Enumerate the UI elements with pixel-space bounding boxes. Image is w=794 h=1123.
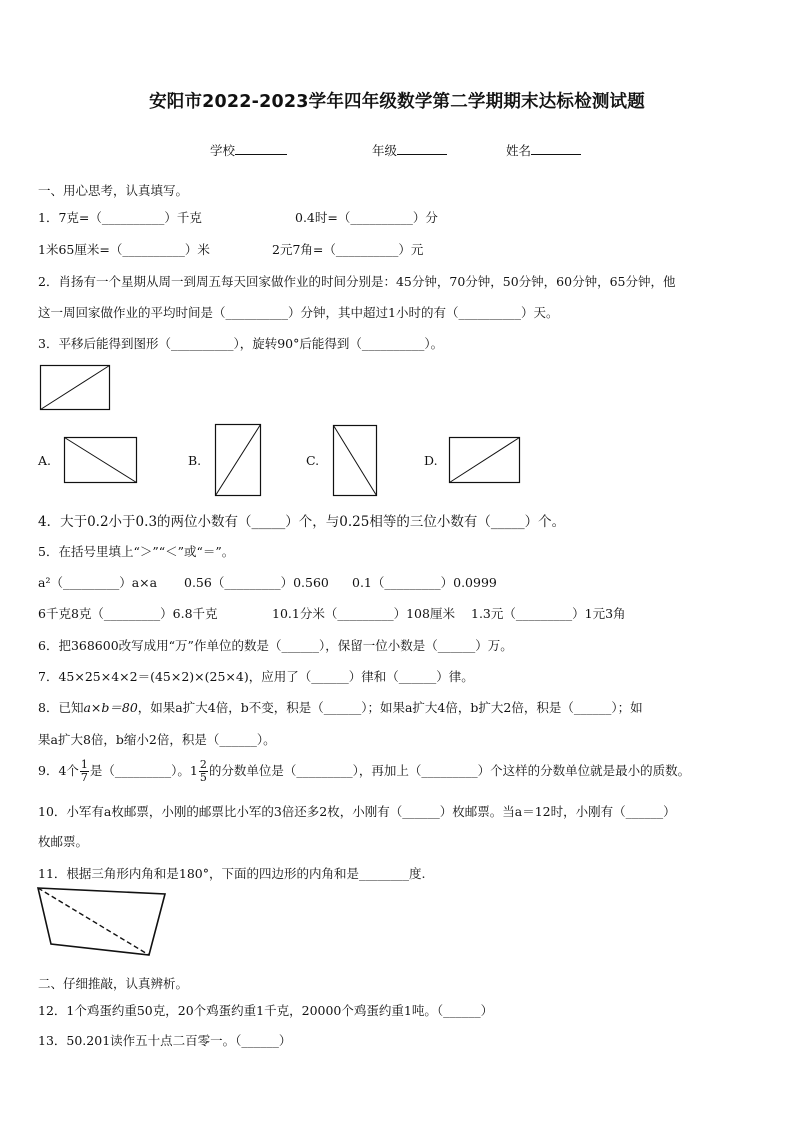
q2-line2: 这一周回家做作业的平均时间是（__________）分钟，其中超过1小时的有（__________）天。 [38,305,559,320]
section-1-heading: 一、用心思考，认真填写。 [38,183,189,198]
school-blank[interactable] [235,142,287,155]
q10-line1: 10．小军有a枚邮票，小刚的邮票比小军的3倍还多2枚，小刚有（______）枚邮票。当a＝12时，小刚有（______） [38,804,676,819]
name-label: 姓名 [506,143,532,158]
q3-option-b-label: B. [188,453,202,468]
q3-option-b-figure[interactable] [215,424,263,498]
q12: 12．1个鸡蛋约重50克，20个鸡蛋约重1千克，20000个鸡蛋约重1吨。（______） [38,1003,494,1018]
name-field[interactable] [506,141,581,159]
q9-part2: 是（_________）。1 [89,763,198,778]
q8-line2: 果a扩大8倍，b缩小2倍，积是（______）。 [38,732,276,747]
q11: 11．根据三角形内角和是180°，下面的四边形的内角和是________度. [38,866,426,881]
q3-option-c-label: C. [306,453,320,468]
q5-r2a: 6千克8克（_________）6.8千克 [38,606,218,621]
q11-quadrilateral-figure [36,886,168,958]
q1-d: 2元7角=（__________）元 [272,242,424,257]
q5-r2c: 1.3元（_________）1元3角 [471,606,626,621]
q3-text: 3．平移后能得到图形（__________），旋转90°后能得到（__________）。 [38,336,444,351]
school-field[interactable] [210,141,287,159]
q5-r1b: 0.56（_________）0.560 [184,575,329,590]
q3-option-a-figure[interactable] [64,437,139,485]
q1-a: 1．7克=（__________）千克 [38,210,202,225]
q5-r1c: 0.1（_________）0.0999 [352,575,497,590]
q9-fraction-1-numerator: 1 [80,758,88,771]
grade-blank[interactable] [397,142,447,155]
q10-line2: 枚邮票。 [38,834,89,849]
q1-b: 0.4时=（__________）分 [295,210,438,225]
q9-part3: 的分数单位是（_________），再加上（_________）个这样的分数单位就是最小的质数。 [208,763,691,778]
q6: 6．把368600改写成用“万”作单位的数是（______），保留一位小数是（______）万。 [38,638,513,653]
q3-reference-figure [40,365,112,411]
q3-option-d-figure[interactable] [449,437,522,485]
q9-part1: 9．4个 [38,763,79,778]
q1-c: 1米65厘米=（__________）米 [38,242,210,257]
section-2-heading: 二、仔细推敲，认真辨析。 [38,976,189,991]
page-title: 安阳市2022-2023学年四年级数学第二学期期末达标检测试题 [149,92,645,112]
q9-fraction-2 [199,759,208,784]
q5-r2b: 10.1分米（_________）108厘米 [272,606,455,621]
q3-option-a-label: A. [38,453,52,468]
q8-line1 [38,698,643,716]
q8-prefix: 8．已知 [38,700,84,715]
grade-field[interactable] [372,141,447,159]
q9-fraction-2-denominator: 5 [199,771,207,784]
q5-text: 5．在括号里填上“＞”“＜”或“＝”。 [38,544,235,559]
grade-label: 年级 [372,143,398,158]
name-blank[interactable] [531,142,581,155]
q7: 7．45×25×4×2＝(45×2)×(25×4)，应用了（______）律和（______）律。 [38,669,474,684]
q5-r1a: a²（_________）a×a [38,575,158,590]
q4: 4．大于0.2小于0.3的两位小数有（_____）个，与0.25相等的三位小数有（_____）个。 [38,514,566,530]
q9-fraction-1-denominator: 7 [80,771,88,784]
school-label: 学校 [210,143,236,158]
q9-fraction-2-numerator: 2 [199,758,207,771]
q8-line1-text: ，如果a扩大4倍，b不变，积是（______）；如果a扩大4倍，b扩大2倍，积是（______）；如 [137,700,643,715]
q13: 13．50.201读作五十点二百零一。（______） [38,1033,292,1048]
q2-line1: 2．肖扬有一个星期从周一到周五每天回家做作业的时间分别是：45分钟，70分钟，50分钟，60分钟，65分钟，他 [38,274,676,289]
q3-option-d-label: D. [424,453,438,468]
q9-fraction-1 [80,759,89,784]
q3-option-c-figure[interactable] [333,425,379,498]
q9 [38,755,690,787]
q8-expression: a×b＝80 [83,700,138,715]
